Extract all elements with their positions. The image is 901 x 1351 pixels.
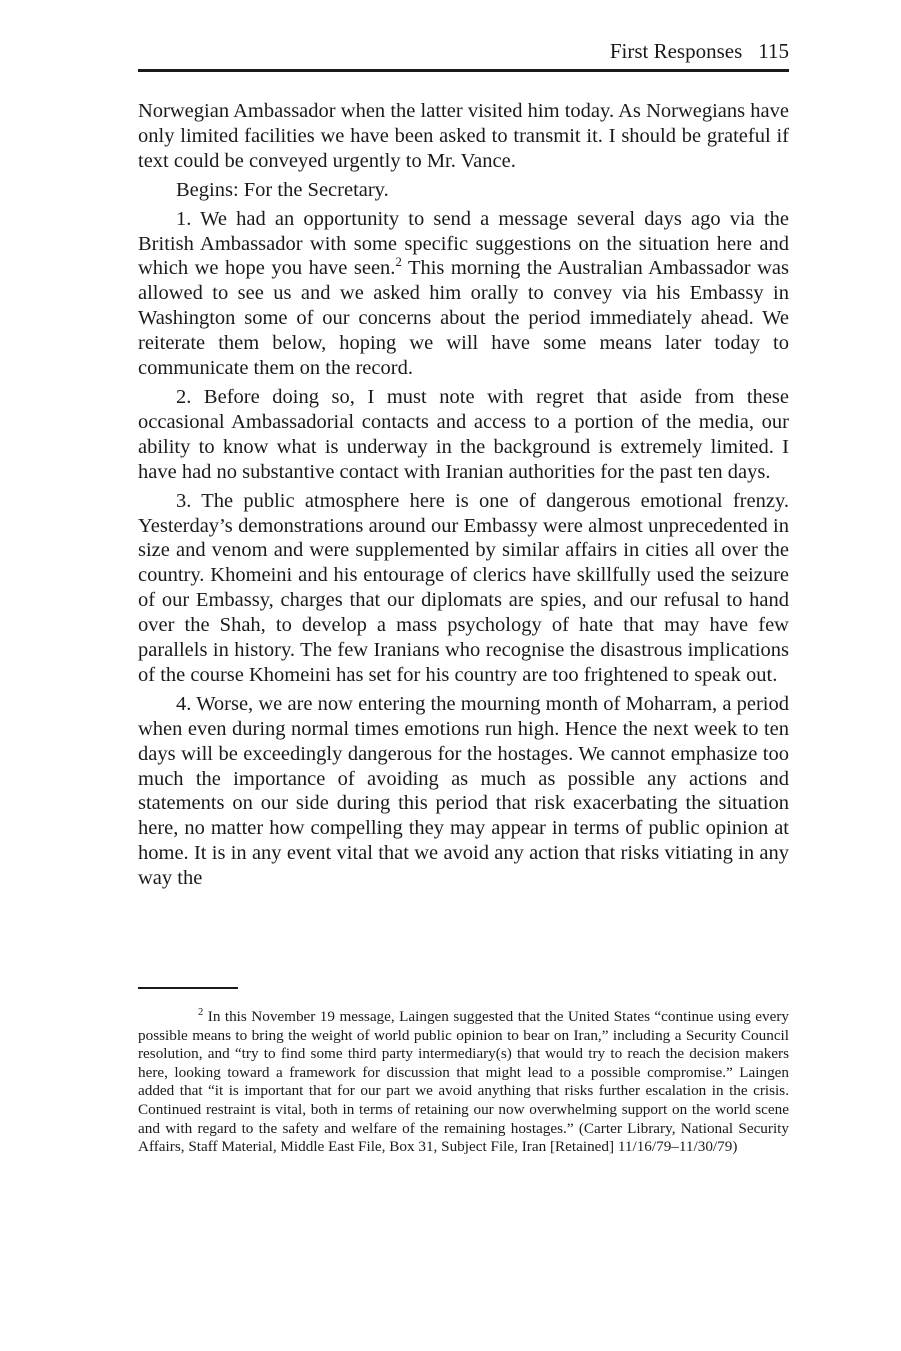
page-number: 115 bbox=[758, 39, 789, 63]
footnote-marker: 2 bbox=[198, 1006, 204, 1018]
page-header bbox=[138, 36, 789, 66]
paragraph-1 bbox=[138, 207, 789, 381]
paragraph-salutation: Begins: For the Secretary. bbox=[176, 178, 389, 201]
paragraph-continuation: Norwegian Ambassador when the latter visited him today. As Norwegians have only limited facilities we have been asked to transmit it. I should be grateful if text could be conveyed urgently to Mr. Vance. bbox=[138, 100, 789, 172]
running-head bbox=[610, 36, 789, 66]
header-rule bbox=[138, 69, 789, 72]
footnote-text: In this November 19 message, Laingen suggested that the United States “continue using every possible means to bring the weight of world public opinion to bear on Iran,” including a Security Council resolution, and “try to find some third party intermediary(s) that would try to reach the decision makers here, looking toward a framework for discussion that might lead to a possible compromise.” Laingen added that “it is important that for our part we avoid anything that risks further escalation in the crisis. Continued restraint is vital, both in terms of retaining our now overwhelming support on the world scene and with regard to the safety and welfare of the remaining hostages.” (Carter Library, National Security Affairs, Staff Material, Middle East File, Box 31, Subject File, Iran [Retained] 11/16/79–11/30/79) bbox=[138, 1008, 789, 1156]
paragraph-3: 3. The public atmosphere here is one of dangerous emotional frenzy. Yesterday’s demonstrations around our Embassy were almost unprecedented in size and venom and were supplemented by similar affairs in cities all over the country. Khomeini and his entourage of clerics have skillfully used the seizure of our Embassy, charges that our diplomats are spies, and our refusal to hand over the Shah, to develop a mass psychology of hate that may have few parallels in history. The few Iranians who recognise the disastrous implications of the course Khomeini has set for his country are too frightened to speak out. bbox=[138, 489, 789, 686]
paragraph-1-text-a: 1. We had an opportunity to send a message several days ago via the British Ambassador with some specific suggestions on the situation here and which we hope you have seen. bbox=[138, 207, 789, 280]
footnote-reference: 2 bbox=[395, 255, 402, 270]
paragraph-1-text-b: This morning the Australian Ambassador was allowed to see us and we asked him orally to convey via his Embassy in Washington some of our concerns about the period immediately ahead. We reiterate them below, hoping we will have some means later today to communicate them on the record. bbox=[138, 257, 789, 380]
paragraph-2: 2. Before doing so, I must note with regret that aside from these occasional Ambassadorial contacts and access to a portion of the media, our ability to know what is underway in the background is extremely limited. I have had no substantive contact with Iranian authorities for the past ten days. bbox=[138, 385, 789, 483]
paragraph-4: 4. Worse, we are now entering the mourning month of Moharram, a period when even during normal times emotions run high. Hence the next week to ten days will be exceedingly dangerous for the hostages. We cannot emphasize too much the importance of avoiding as much as possible any actions and statements on our side during this period that risk exacerbating the situation here, no matter how compelling they may appear in terms of public opinion at home. It is in any event vital that we avoid any action that risks vitiating in any way the bbox=[138, 692, 789, 890]
footnote bbox=[138, 1008, 789, 1157]
running-title: First Responses bbox=[609, 39, 743, 63]
main-text bbox=[138, 99, 789, 891]
footnote-rule bbox=[138, 987, 238, 989]
